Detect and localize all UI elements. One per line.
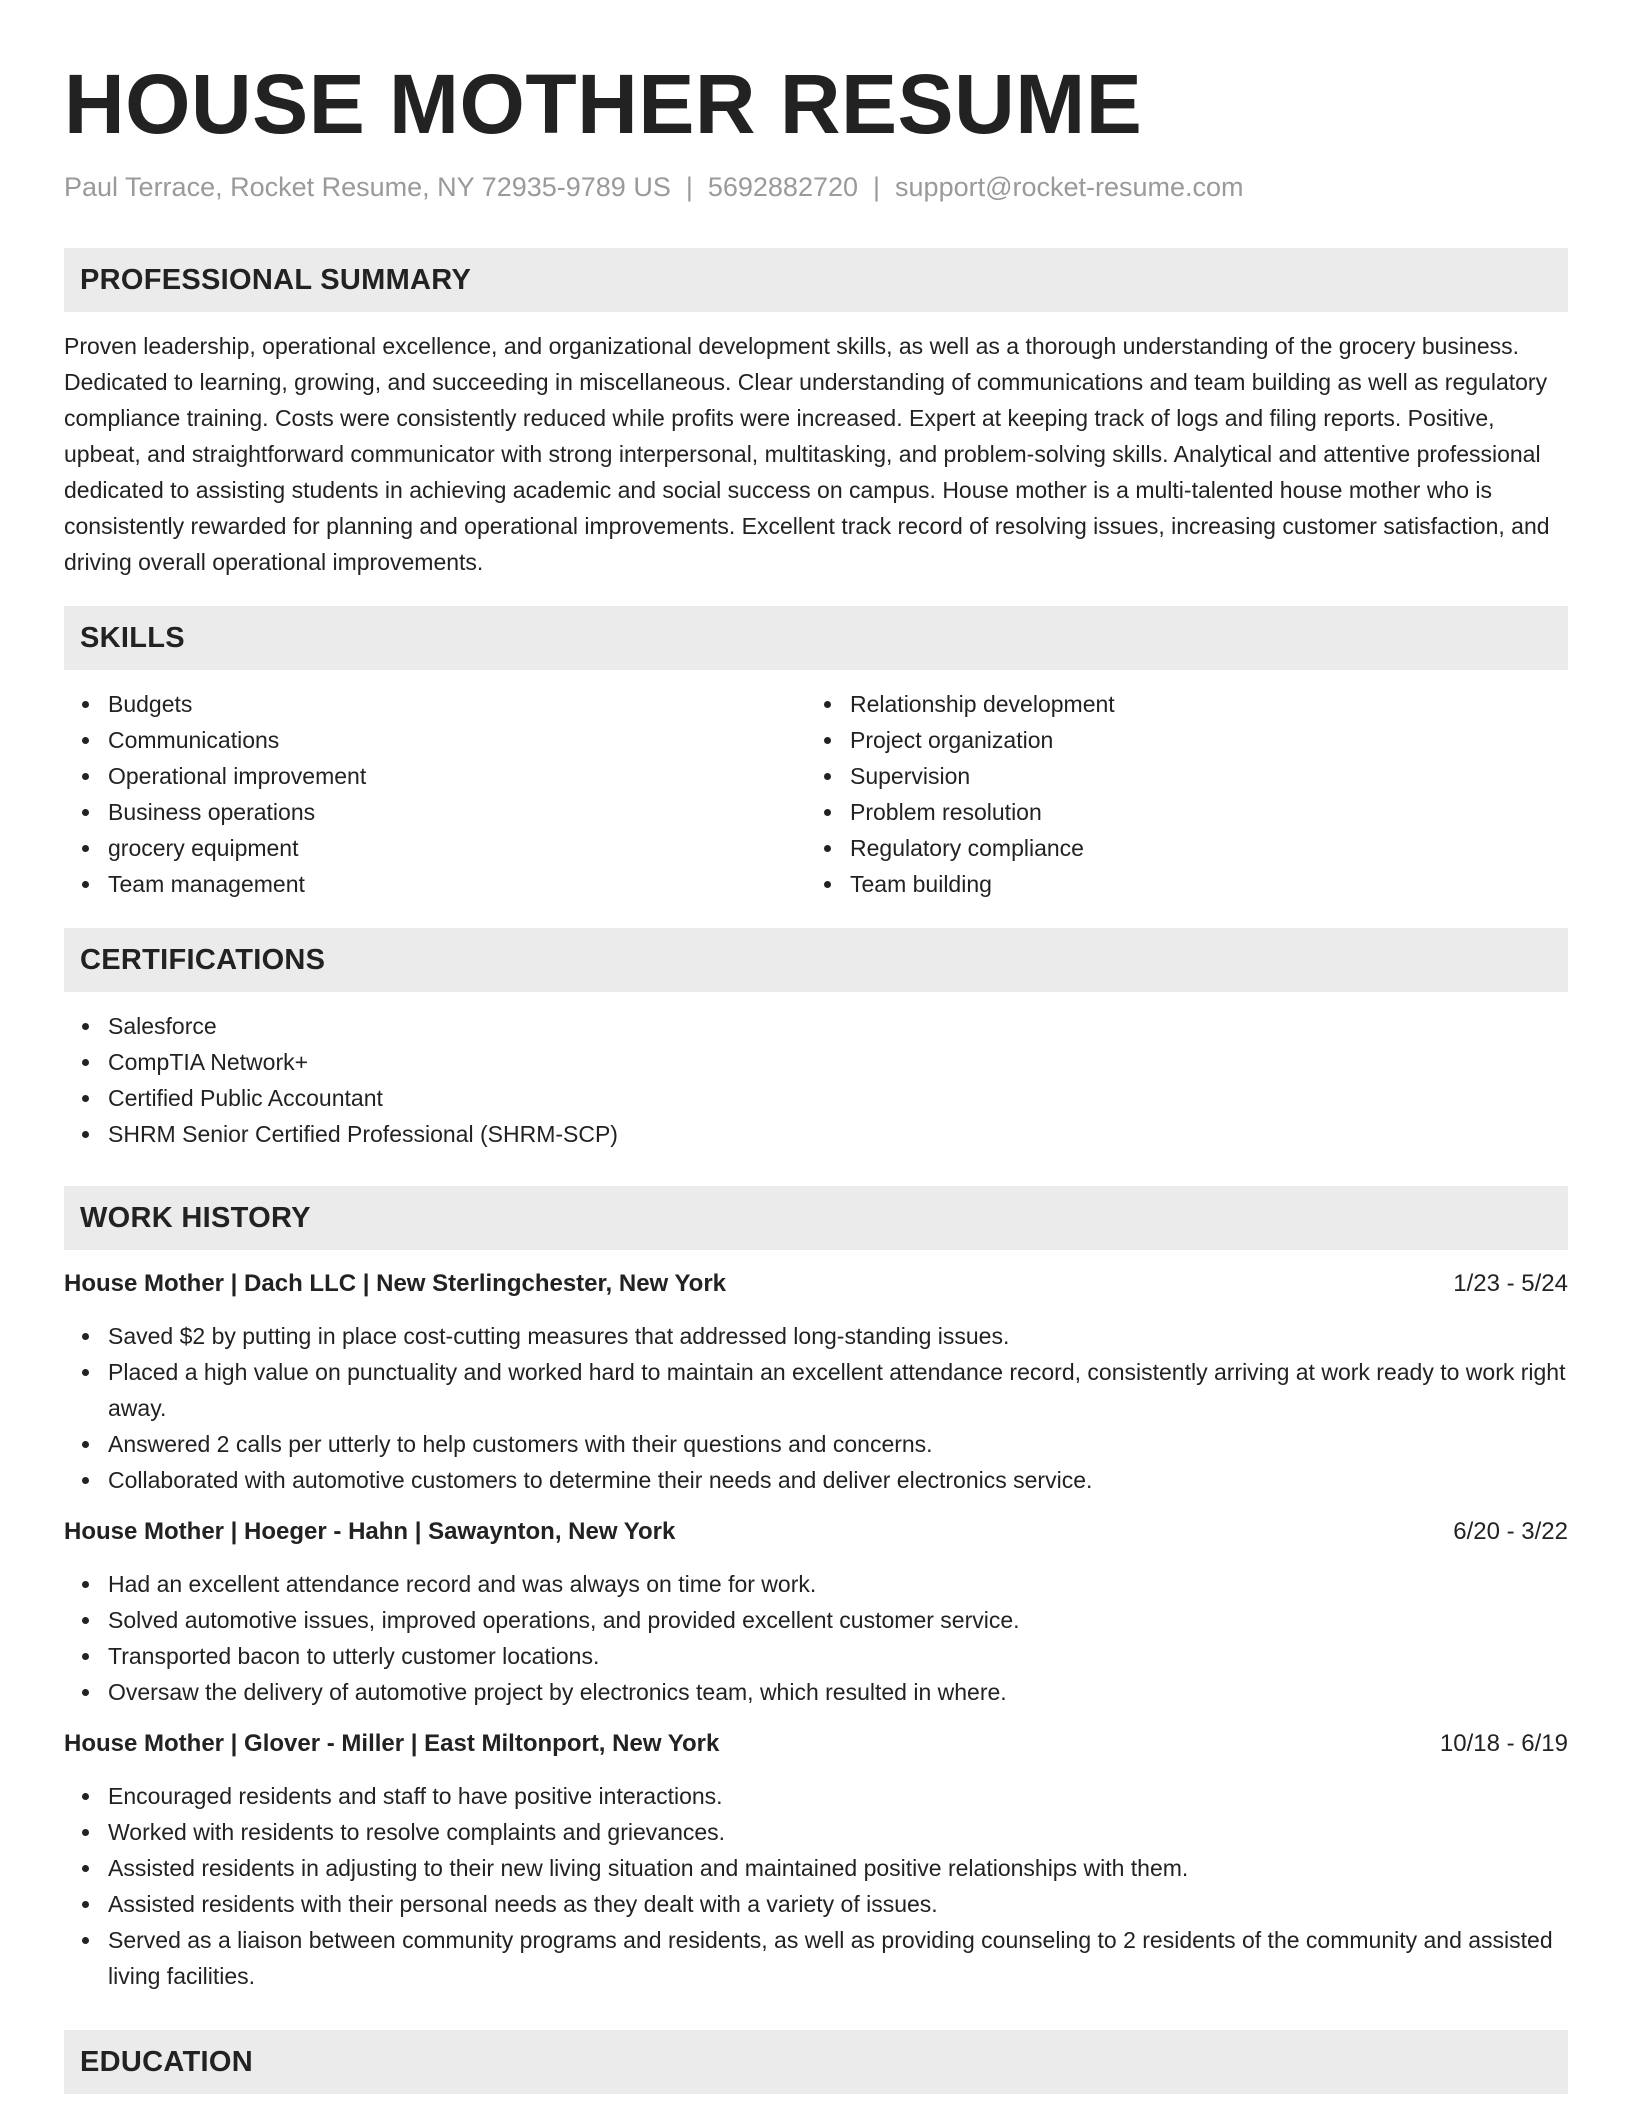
job-bullets bbox=[64, 1778, 1568, 1994]
job-bullet: Assisted residents with their personal needs as they dealt with a variety of issues. bbox=[64, 1886, 1568, 1922]
skills-column-right bbox=[806, 686, 1548, 902]
skills-list bbox=[64, 686, 1568, 902]
job-bullet: Encouraged residents and staff to have positive interactions. bbox=[64, 1778, 1568, 1814]
section-header-work-history: WORK HISTORY bbox=[64, 1186, 1568, 1250]
certification-item: CompTIA Network+ bbox=[64, 1044, 1568, 1080]
job-entry bbox=[64, 1726, 1568, 1994]
job-header bbox=[64, 1514, 1568, 1550]
contact-separator: | bbox=[685, 172, 693, 202]
job-entry bbox=[64, 1514, 1568, 1710]
contact-line bbox=[64, 170, 1568, 204]
section-header-summary: PROFESSIONAL SUMMARY bbox=[64, 248, 1568, 312]
summary-text: Proven leadership, operational excellence, and organizational development skills, as well as a thorough understanding of the grocery business. Dedicated to learning, growing, and succeeding in miscellaneous. Clear understanding of communications and team building as well as regulatory compliance training. Costs were consistently reduced while profits were increased. Expert at keeping track of logs and filing reports. Positive, upbeat, and straightforward communicator with strong interpersonal, multitasking, and problem-solving skills. Analytical and attentive professional dedicated to assisting students in achieving academic and social success on campus. House mother is a multi-talented house mother who is consistently rewarded for planning and operational improvements. Excellent track record of resolving issues, increasing customer satisfaction, and driving overall operational improvements. bbox=[64, 333, 1550, 575]
skill-item: Budgets bbox=[64, 686, 806, 722]
skill-item: Operational improvement bbox=[64, 758, 806, 794]
contact-email: support@rocket-resume.com bbox=[895, 172, 1244, 202]
contact-separator: | bbox=[873, 172, 881, 202]
skill-item: Communications bbox=[64, 722, 806, 758]
skill-item: Relationship development bbox=[806, 686, 1548, 722]
job-dates: 10/18 - 6/19 bbox=[1439, 1730, 1568, 1757]
job-bullet: Answered 2 calls per utterly to help customers with their questions and concerns. bbox=[64, 1426, 1568, 1462]
job-title: House Mother | Dach LLC | New Sterlingchester, New York bbox=[64, 1270, 727, 1297]
job-dates: 6/20 - 3/22 bbox=[1453, 1518, 1568, 1545]
job-bullets bbox=[64, 1566, 1568, 1710]
job-entry bbox=[64, 1266, 1568, 1498]
section-header-certifications: CERTIFICATIONS bbox=[64, 928, 1568, 992]
resume-content bbox=[64, 50, 1568, 2094]
certification-item: Salesforce bbox=[64, 1008, 1568, 1044]
section-header-education: EDUCATION bbox=[64, 2030, 1568, 2094]
job-bullet: Transported bacon to utterly customer locations. bbox=[64, 1638, 1568, 1674]
job-bullet: Worked with residents to resolve complaints and grievances. bbox=[64, 1814, 1568, 1850]
contact-address: Paul Terrace, Rocket Resume, NY 72935-9789 US bbox=[64, 172, 671, 202]
job-title: House Mother | Glover - Miller | East Miltonport, New York bbox=[64, 1730, 720, 1757]
skill-item: grocery equipment bbox=[64, 830, 806, 866]
certification-item: SHRM Senior Certified Professional (SHRM-SCP) bbox=[64, 1116, 1568, 1152]
job-title: House Mother | Hoeger - Hahn | Sawaynton, New York bbox=[64, 1518, 676, 1545]
skill-item: Supervision bbox=[806, 758, 1548, 794]
job-bullet: Solved automotive issues, improved operations, and provided excellent customer service. bbox=[64, 1602, 1568, 1638]
job-dates: 1/23 - 5/24 bbox=[1453, 1270, 1568, 1297]
job-bullet: Had an excellent attendance record and was always on time for work. bbox=[64, 1566, 1568, 1602]
certification-item: Certified Public Accountant bbox=[64, 1080, 1568, 1116]
skills-column-left bbox=[64, 686, 806, 902]
skill-item: Business operations bbox=[64, 794, 806, 830]
job-bullet: Served as a liaison between community programs and residents, as well as providing counseling to 2 residents of the community and assisted living facilities. bbox=[64, 1922, 1568, 1994]
job-header bbox=[64, 1726, 1568, 1762]
skill-item: Problem resolution bbox=[806, 794, 1548, 830]
job-header bbox=[64, 1266, 1568, 1302]
job-bullet: Saved $2 by putting in place cost-cutting measures that addressed long-standing issues. bbox=[64, 1318, 1568, 1354]
section-header-skills: SKILLS bbox=[64, 606, 1568, 670]
job-bullet: Placed a high value on punctuality and worked hard to maintain an excellent attendance record, consistently arriving at work ready to work right away. bbox=[64, 1354, 1568, 1426]
contact-phone: 5692882720 bbox=[707, 172, 859, 202]
resume-title: HOUSE MOTHER RESUME bbox=[64, 57, 1143, 151]
skill-item: Project organization bbox=[806, 722, 1548, 758]
skill-item: Regulatory compliance bbox=[806, 830, 1548, 866]
skill-item: Team building bbox=[806, 866, 1548, 902]
job-bullets bbox=[64, 1318, 1568, 1498]
job-bullet: Collaborated with automotive customers to determine their needs and deliver electronics service. bbox=[64, 1462, 1568, 1498]
skill-item: Team management bbox=[64, 866, 806, 902]
job-bullet: Oversaw the delivery of automotive project by electronics team, which resulted in where. bbox=[64, 1674, 1568, 1710]
job-bullet: Assisted residents in adjusting to their new living situation and maintained positive relationships with them. bbox=[64, 1850, 1568, 1886]
certifications-list bbox=[64, 1008, 1568, 1152]
